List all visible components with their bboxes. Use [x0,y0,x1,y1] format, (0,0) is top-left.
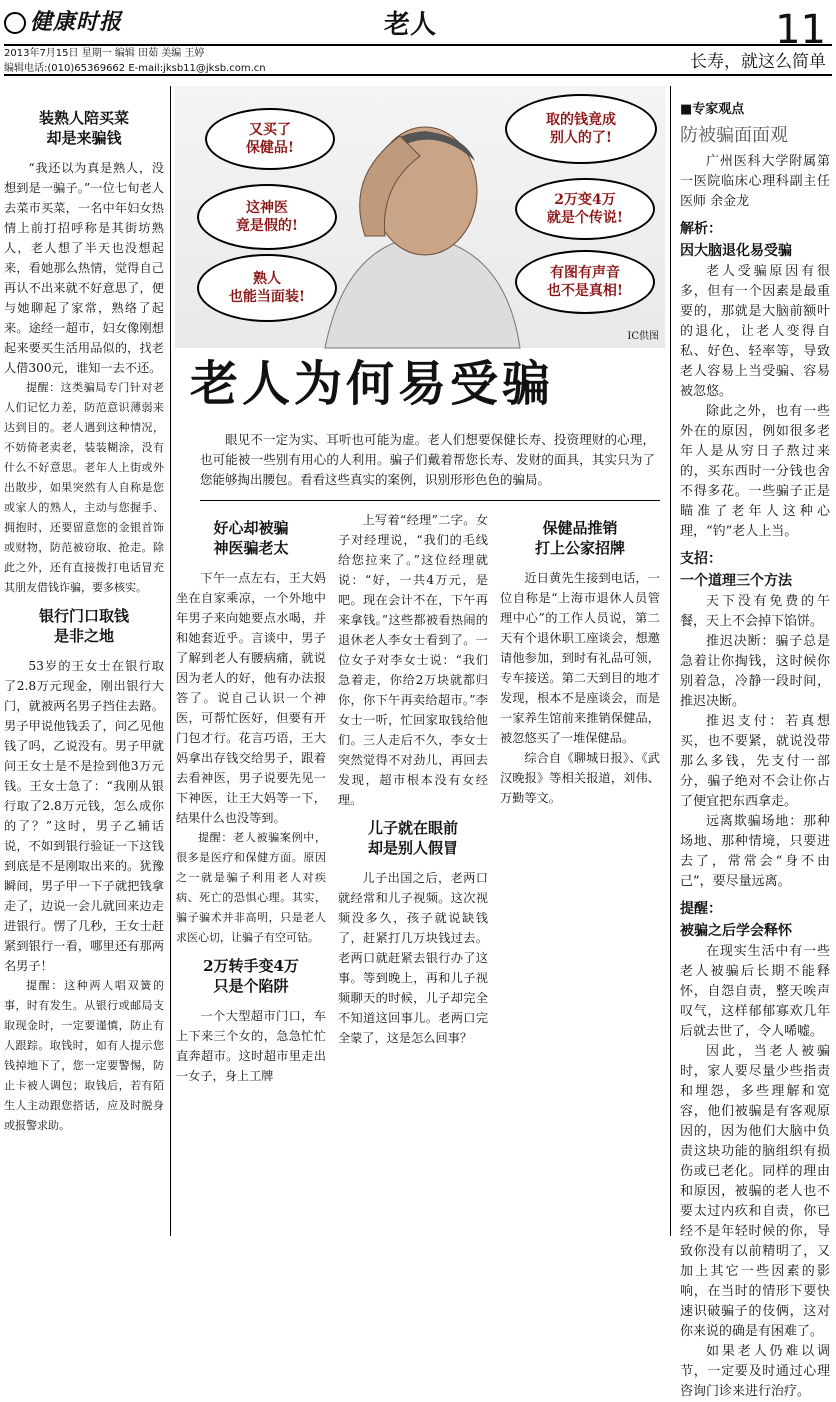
article-paragraph: 如果老人仍难以调节，一定要及时通过心理咨询门诊来进行治疗。 [680,1344,830,1399]
article-paragraph: 老人受骗原因有很多，但有一个因素是最重要的，那就是大脑前额叶的退化，让老人变得自私、好色、轻率等，导致老人容易上当受骗、容易被忽悠。 [680,264,830,399]
quote-bubble: 2万变4万 就是个传说! [515,178,655,240]
column-4 [500,510,660,1236]
article-heading: 保健品推销 打上公家招牌 [534,519,625,557]
article-paragraph: 在现实生活中有一些老人被骗后长期不能释怀，自怨自责，整天唉声叹气，这样郁郁寡欢几年后就去世了，令人唏嘘。 [680,944,830,1039]
lead-paragraph: 眼见不一定为实、耳听也可能为虚。老人们想要保健长寿、投资理财的心理，也可能被一些别有用心的人利用。骗子们戴着帮您长寿、发财的面具，其实只为了您能够掏出腰包。看看这些真实的案例，识别形形色色的骗局。 [200,432,655,487]
quote-bubble: 熟人 也能当面装! [197,254,337,322]
hero-photo [175,86,665,348]
article-heading: 儿子就在眼前 却是别人假冒 [367,819,458,857]
article-heading: 银行门口取钱 是非之地 [38,607,129,645]
section-title: 老人 [384,10,437,40]
newspaper-logo [4,6,122,39]
masthead [4,4,832,53]
date-line: 2013年7月15日 星期一 编辑 田茹 美编 王婷 [4,48,205,59]
article-paragraph: 53岁的王女士在银行取了2.8万元现金，刚出银行大门，就被两名男子挡住去路。男子甲说他钱丢了，问乙见他钱了吗，乙说没有。男子甲就问王女士是不是捡到他3万元钱。王女士急了：“我刚从银行取了2.8万元钱，怎么成你的了？”这时，男子乙辅话说，不如到银行验证一下这钱到底是不是刚取出来的。犹豫瞬间，男子甲一下子就把钱拿走了，边说一会儿就回来边走进银行。愣了几秒，王女士赶紧到银行一看，哪里还有那两名男子！ [4,659,164,973]
article-paragraph: 远离欺骗场地：那种场地、那种情境，只要进去了，常常会“身不由己”，要尽量远离。 [680,814,830,889]
tip-paragraph: 提醒：这种两人唱双簧的事，时有发生。从银行或邮局支取现金时，一定要谨慎，防止有人跟踪。取钱时，如有人提示您钱掉地下了，您一定要警惕，防止卡被人调包；取钱后，若有陌生人主动跟您搭话，应及时脱身或报警求助。 [4,979,164,1132]
article-paragraph: 推迟决断：骗子总是急着让你掏钱，这时候你别着急，冷静一段时间，推迟决断。 [680,634,830,709]
column-rule [670,86,671,1236]
info-bar [4,46,832,76]
quote-bubble: 这神医 竟是假的! [197,184,337,250]
quote-bubble: 有图有声音 也不是真相! [515,250,655,314]
article-heading: 2万转手变4万 只是个陷阱 [203,957,299,995]
article-paragraph: 近日黄先生接到电话，一位自称是“上海市退休人员管理中心”的工作人员说，第二天有个退休职工座谈会，想邀请他参加，到时有礼品可领，专车接送。第二天到目的地才发现，根本不是座谈会，而是一家养生馆前来推销保健品，被忽悠买了一堆保健品。 [500,571,660,745]
column-3 [338,510,488,1236]
headline: 老人为何易受骗 [190,356,555,412]
lead-rule [200,500,660,501]
section-heading: 提醒： 被骗之后学会释怀 [680,901,792,939]
page-number: 11 [775,7,826,53]
column-rule [170,86,171,1236]
logo-emblem-icon [4,12,26,34]
column-2 [176,510,326,1236]
expert-title: 防被骗面面观 [680,125,788,146]
section-heading: 支招： 一个道理三个方法 [680,551,792,589]
quote-bubble: 取的钱竟成 别人的了! [505,94,657,164]
article-paragraph: 因此，当老人被骗时，家人要尽量少些指责和埋怨，多些理解和宽容，他们被骗是有客观原因的，因为他们大脑中负责这块功能的脑组织有损伤或已老化。同样的理由和原因，被骗的老人也不要太过内疚和自责，你已经不是年轻时候的你，导致你没有以前精明了，又加上其它一些因素的影响，在当时的情形下要快速识破骗子的伎俩，这对你来说的确是有困难了。 [680,1044,830,1339]
article-paragraph: 一个大型超市门口，车上下来三个女的，急急忙忙直奔超市。这时超市里走出一女子，身上工牌 [176,1009,326,1083]
contact-line: 编辑电话:(010)65369662 E-mail:jksb11@jksb.com.cn [4,63,266,74]
source-line: 综合自《聊城日报》、《武汉晚报》等相关报道，刘伟、万勤等文。 [500,751,660,805]
quote-bubble: 又买了 保健品! [205,108,335,170]
column-1 [4,100,164,1236]
tip-paragraph: 提醒：这类骗局专门针对老人们记忆力差，防范意识薄弱来达到目的。老人遇到这种情况，不妨倚老卖老，装装糊涂，没有什么不好意思。老年人上街或外出散步，如果突然有人自称是您或家人的熟人，主动与您握手、拥抱时，还要留意您的金银首饰或财物，防范被窃取、抢走。除此之外，还有直接拨打电话冒充其朋友借钱诈骗，要多核实。 [4,381,164,594]
article-paragraph: “我还以为真是熟人，没想到是一骗子。”一位七旬老人去菜市买菜，一名中年妇女热情上前打招呼称是其街坊熟人，老人想了半天也没想起来，看她那么热情，觉得自己再认不出来就不好意思了，便与她聊起了家常，熟络了起来。途经一超市，妇女像刚想起来要买生活用品似的，找老人借300元，谁知一去不还。 [4,161,164,375]
section-heading: 解析： 因大脑退化易受骗 [680,221,792,259]
expert-tag: ■专家观点 [680,102,745,117]
article-paragraph: 上写着“经理”二字。女子对经理说，“我们的毛线给您拉来了。”这位经理就说：“好，一共4万元，是吧。现在会计不在，下午再来拿钱。”这些都被看热闹的退休老人李女士看到了。一位女子对李女士说：“我们急着走，你给2万块就都归你，你下午再卖给超市。”李女士一听，忙回家取钱给他们。三人走后不久，李女士突然觉得不对劲儿，再回去发现，超市根本没有女经理。 [338,513,488,807]
expert-column [680,100,830,1399]
tip-paragraph: 提醒：老人被骗案例中，很多是医疗和保健方面。原因之一就是骗子利用老人对疾病、死亡的恐惧心理。其实，骗子骗术并非高明，只是老人求医心切，让骗子有空可钻。 [176,831,326,944]
expert-byline: 广州医科大学附属第一医院临床心理科副主任医师 余金龙 [680,154,830,209]
slogan: 长寿，就这么简单 [690,52,826,72]
photo-credit: IC供图 [627,331,659,342]
article-paragraph: 推迟支付：若真想买，也不要紧，就说没带那么多钱，先支付一部分，骗子绝对不会让你占了便宜把东西拿走。 [680,714,830,809]
article-heading: 好心却被骗 神医骗老太 [213,519,289,557]
logo-text: 健康时报 [30,9,123,35]
article-paragraph: 除此之外，也有一些外在的原因，例如很多老年人是从穷日子熬过来的，买东西时一分钱也舍不得多花。一些骗子正是瞄准了老年人这种心理，“钓”老人上当。 [680,404,830,539]
article-paragraph: 儿子出国之后，老两口就经常和儿子视频。这次视频没多久，孩子就说缺钱了，赶紧打几万块钱过去。老两口就赶紧去银行办了这事。等到晚上，再和儿子视频聊天的时候，儿子却完全不知道这回事儿。老两口完全蒙了，这是怎么回事？ [338,871,488,1045]
article-paragraph: 天下没有免费的午餐，天上不会掉下馅饼。 [680,594,830,629]
article-heading: 装熟人陪买菜 却是来骗钱 [38,109,129,147]
article-paragraph: 下午一点左右，王大妈坐在自家乘凉，一个外地中年男子来向她要点水喝，并和她套近乎。言谈中，男子了解到老人有腰病痛，就说因为老人的好，他有办法报答了。说自己认识一个神医，可帮忙医好，但要有开门包才行。花言巧语，王大妈拿出存钱交给男子，跟着去看神医，男子说要先见一下神医，让王大妈等一下，结果什么也没等到。 [176,571,326,825]
